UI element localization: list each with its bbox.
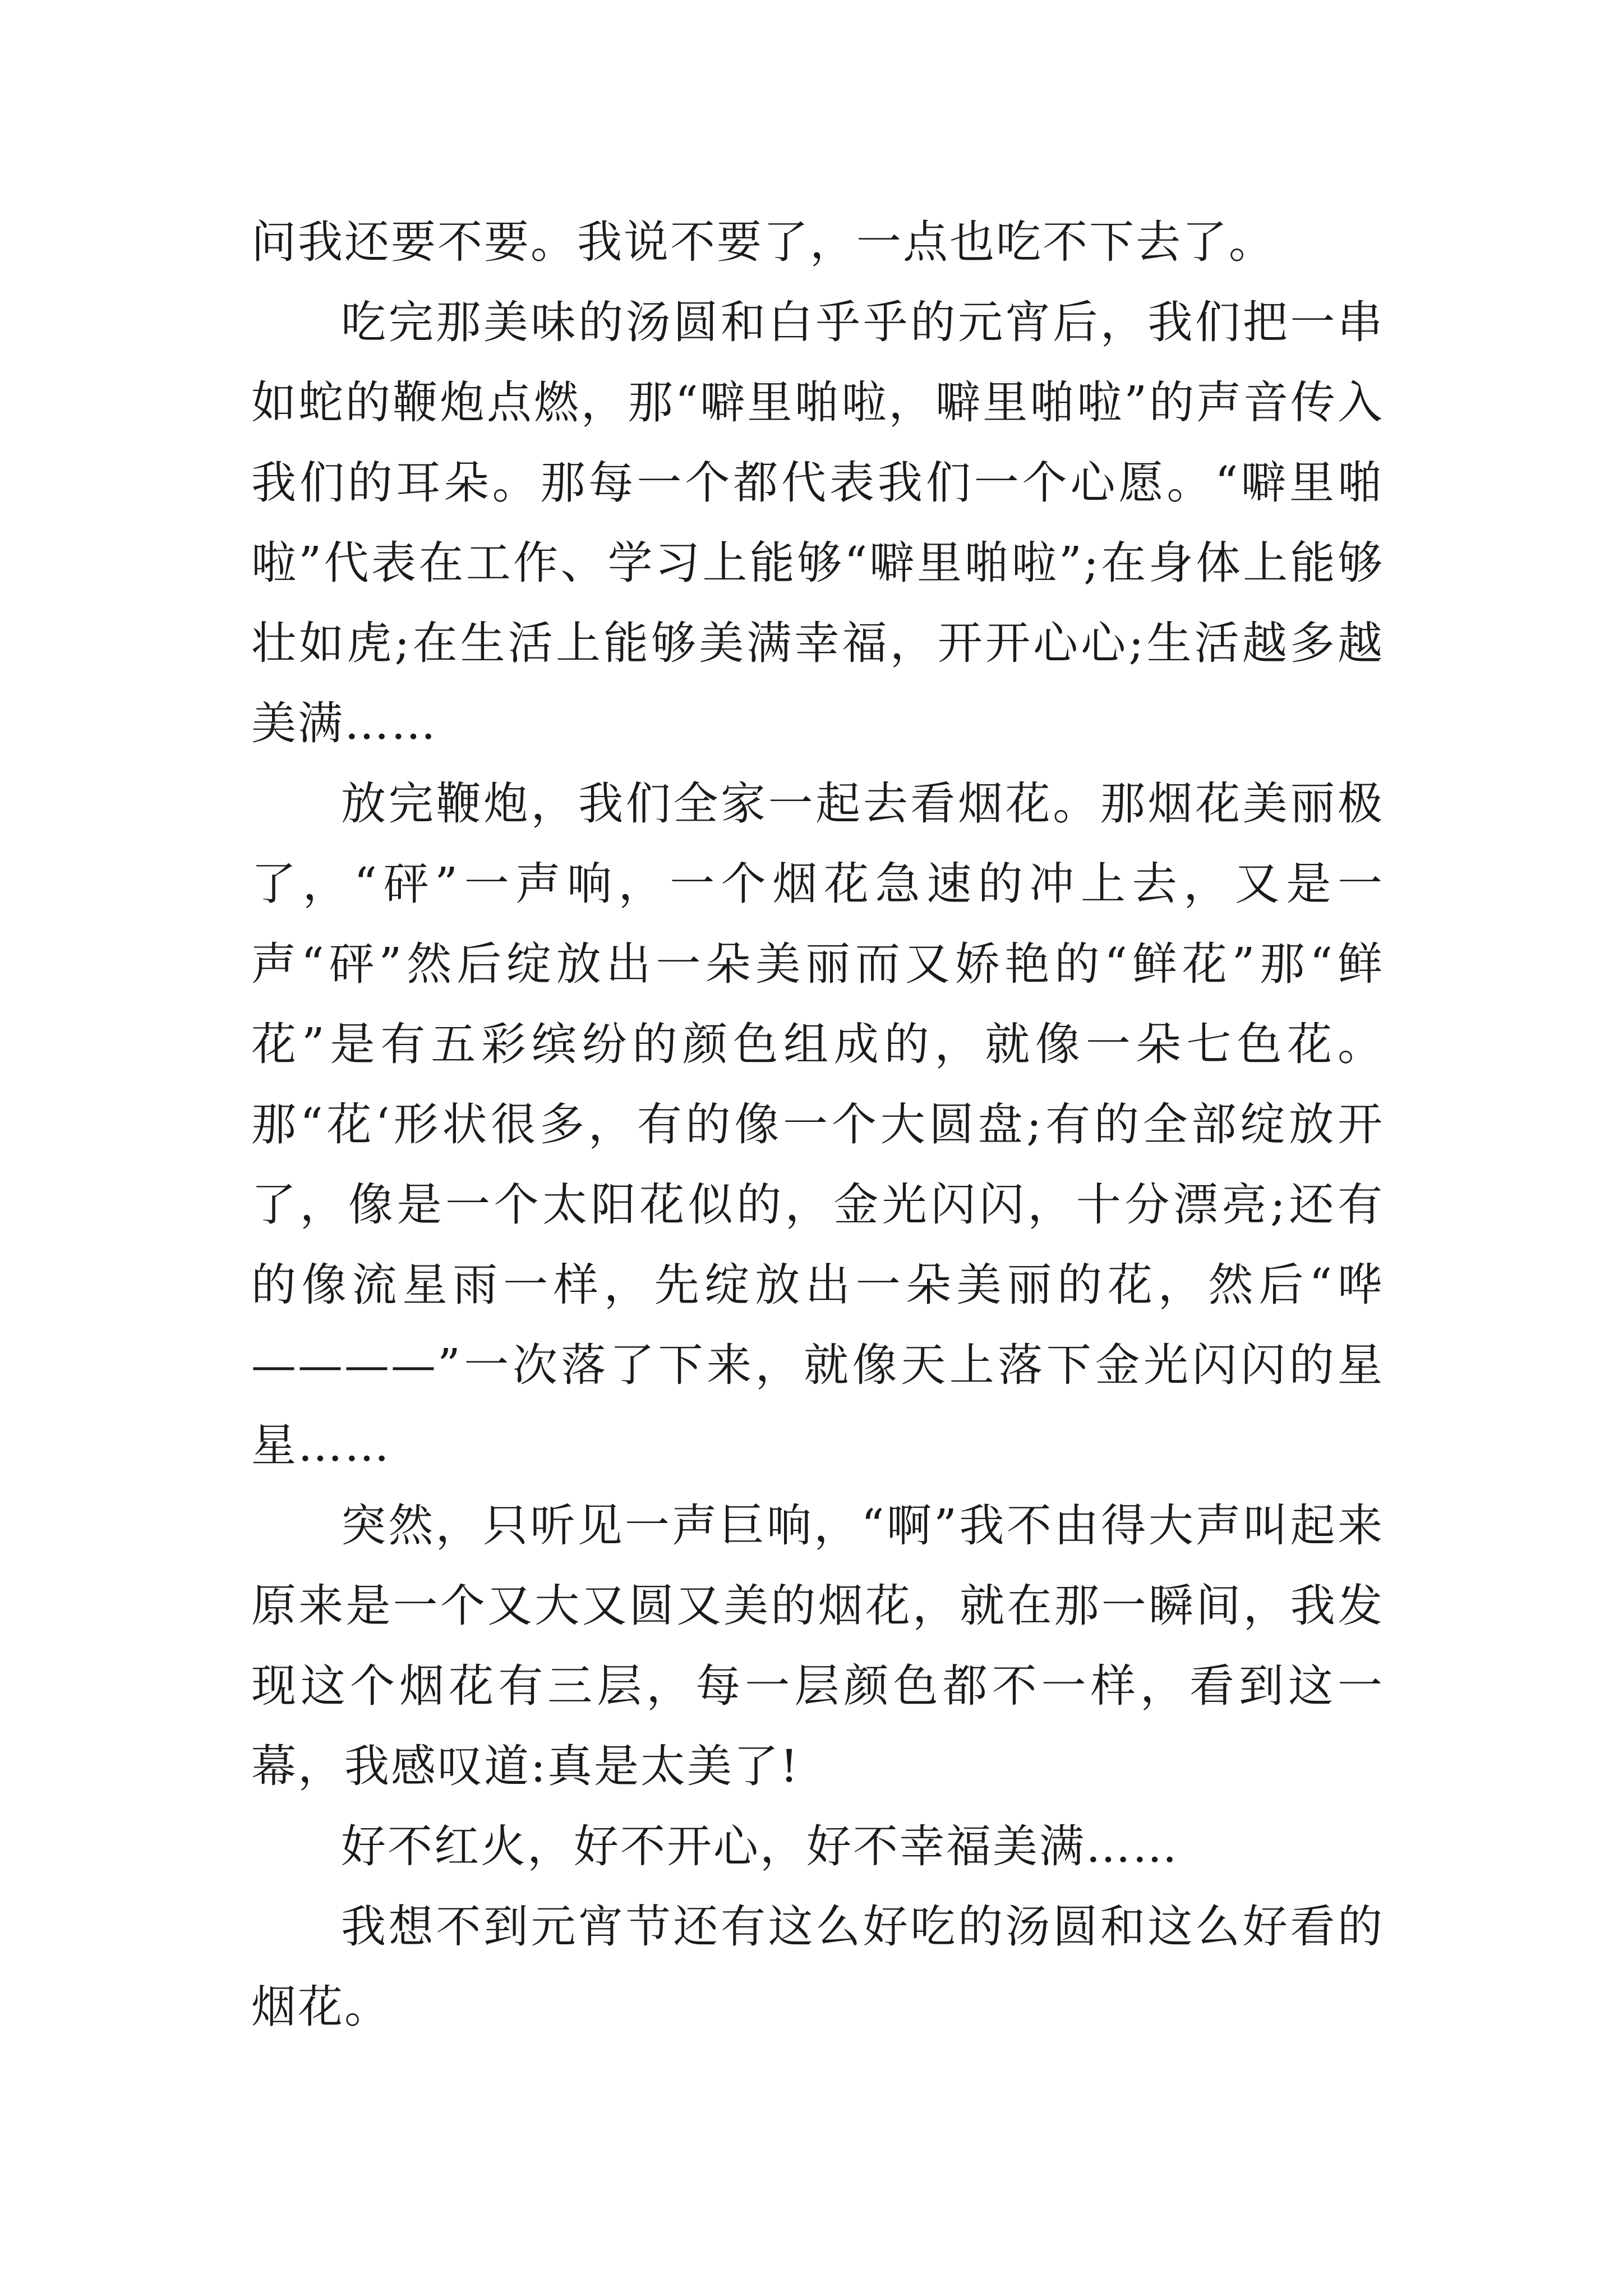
- paragraph-continuation: 问我还要不要。我说不要了，一点也吃不下去了。: [251, 216, 1275, 268]
- paragraph-happiness: 好不红火，好不开心，好不幸福美满……: [341, 1820, 1179, 1872]
- paragraph-big-firework: 突然，只听见一声巨响，“啊”我不由得大声叫起来原来是一个又大又圆又美的烟花，就在那一瞬间，我发现这个烟花有三层，每一层颜色都不一样，看到这一幕，我感叹道:真是太美了!: [251, 1499, 1384, 1792]
- paragraph-firecrackers: 吃完那美味的汤圆和白乎乎的元宵后，我们把一串如蛇的鞭炮点燃，那“噼里啪啦，噼里啪啦”的声音传入我们的耳朵。那每一个都代表我们一个心愿。“噼里啪啦”代表在工作、学习上能够“噼里啪啦”;在身体上能够壮如虎;在生活上能够美满幸福，开开心心;生活越多越美满……: [251, 296, 1384, 749]
- document-body: [251, 202, 1384, 2047]
- paragraph-conclusion: 我想不到元宵节还有这么好吃的汤圆和这么好看的烟花。: [251, 1901, 1384, 2033]
- paragraph-fireworks: 放完鞭炮，我们全家一起去看烟花。那烟花美丽极了，“砰”一声响，一个烟花急速的冲上去，又是一声“砰”然后绽放出一朵美丽而又娇艳的“鲜花”那“鲜花”是有五彩缤纷的颜色组成的，就像一朵七色花。那“花‘形状很多，有的像一个大圆盘;有的全部绽放开了，像是一个太阳花似的，金光闪闪，十分漂亮;还有的像流星雨一样，先绽放出一朵美丽的花，然后“哗————”一次落了下来，就像天上落下金光闪闪的星星……: [251, 777, 1384, 1471]
